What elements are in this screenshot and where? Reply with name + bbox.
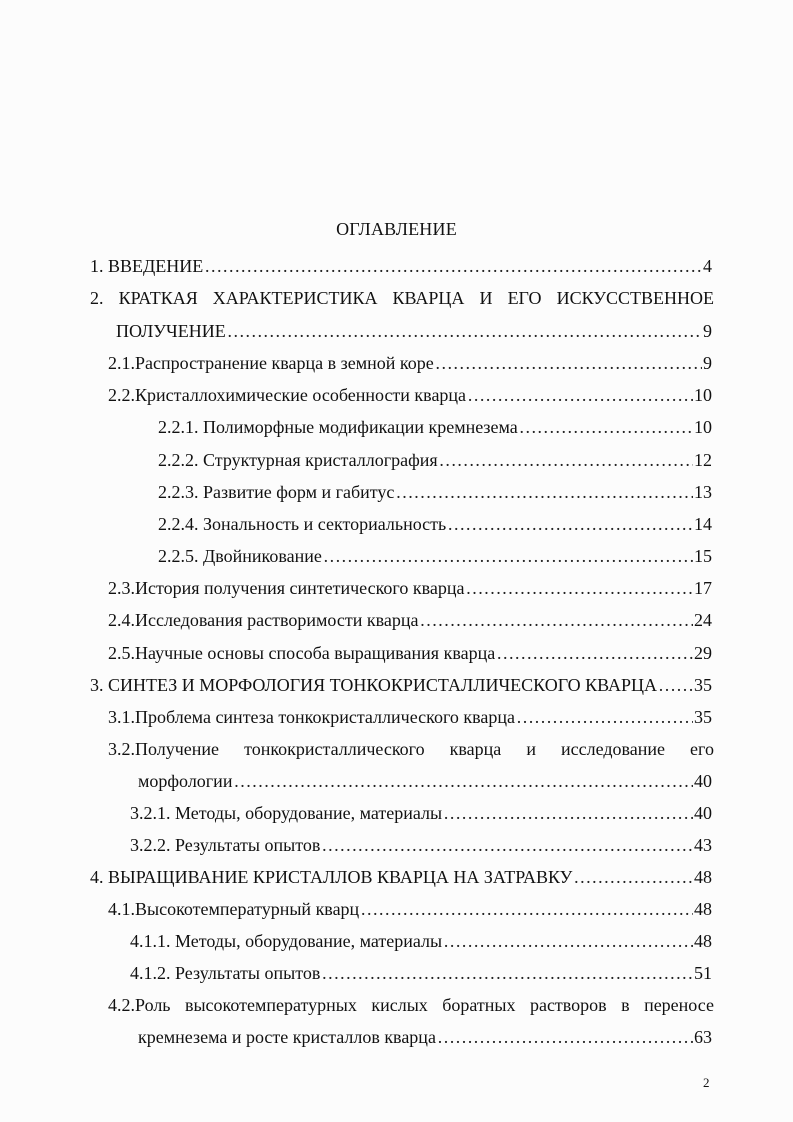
dot-leader [519, 416, 693, 438]
toc-entry-2-line-2: ПОЛУЧЕНИЕ ………………………………………………………………………………………………………………………………………………………………………………………………… 9 [116, 320, 712, 342]
dot-leader [658, 674, 693, 696]
dot-leader [573, 866, 693, 888]
toc-entry-3: 3. СИНТЕЗ И МОРФОЛОГИЯ ТОНКОКРИСТАЛЛИЧЕСКОГО КВАРЦА ………………………………………………………………………………………………………………………………………………………………………………………………… 35 [90, 674, 712, 696]
toc-entry-2-2-4: 2.2.4. Зональность и секториальность ………………………………………………………………………………………………………………………………………………………………………………………………… 14 [158, 513, 712, 535]
dot-leader [443, 802, 693, 824]
toc-entry-1: 1. ВВЕДЕНИЕ ………………………………………………………………………………………………………………………………………………………………………………………………… 4 [90, 255, 712, 277]
dot-leader [395, 481, 693, 503]
toc-entry-4-2-line-2: кремнезема и росте кристаллов кварца ………………………………………………………………………………………………………………………………………………………………………………………………… 63 [138, 1026, 712, 1048]
dot-leader [439, 449, 693, 471]
dot-leader [419, 609, 693, 631]
toc-entry-3-2-line-2: морфологии ………………………………………………………………………………………………………………………………………………………………………………………………… 40 [138, 770, 712, 792]
toc-entry-4-1-1: 4.1.1. Методы, оборудование, материалы ………………………………………………………………………………………………………………………………………………………………………………………………… 48 [130, 930, 712, 952]
toc-entry-2-2-1: 2.2.1. Полиморфные модификации кремнезема ………………………………………………………………………………………………………………………………………………………………………………………………… 10 [158, 416, 712, 438]
toc-entry-2-2-3: 2.2.3. Развитие форм и габитус ………………………………………………………………………………………………………………………………………………………………………………………………… 13 [158, 481, 712, 503]
dot-leader [360, 898, 693, 920]
dot-leader [516, 706, 693, 728]
toc-entry-2-2-2: 2.2.2. Структурная кристаллография ………………………………………………………………………………………………………………………………………………………………………………………………… 12 [158, 449, 712, 471]
toc-entry-2-5: 2.5.Научные основы способа выращивания кварца ………………………………………………………………………………………………………………………………………………………………………………………………… 29 [108, 642, 712, 664]
dot-leader [204, 255, 702, 277]
toc-entry-4-1-2: 4.1.2. Результаты опытов ………………………………………………………………………………………………………………………………………………………………………………………………… 51 [130, 962, 712, 984]
toc-entry-2-3: 2.3.История получения синтетического кварца ………………………………………………………………………………………………………………………………………………………………………………………………… 17 [108, 577, 712, 599]
dot-leader [227, 320, 702, 342]
dot-leader [467, 384, 693, 406]
dot-leader [443, 930, 693, 952]
dot-leader [447, 513, 693, 535]
toc-entry-4: 4. ВЫРАЩИВАНИЕ КРИСТАЛЛОВ КВАРЦА НА ЗАТРАВКУ ………………………………………………………………………………………………………………………………………………………………………………………………… 48 [90, 866, 712, 888]
toc-entry-2-2: 2.2.Кристаллохимические особенности кварца ………………………………………………………………………………………………………………………………………………………………………………………………… 10 [108, 384, 712, 406]
page-title: ОГЛАВЛЕНИЕ [336, 219, 457, 239]
dot-leader [435, 352, 702, 374]
dot-leader [233, 770, 693, 792]
page-number: 2 [703, 1075, 710, 1090]
dot-leader [465, 577, 693, 599]
toc-entry-3-2-line-1: 3.2.Получение тонкокристаллического кварца и исследование его [108, 739, 714, 759]
dot-leader [323, 545, 693, 567]
toc-entry-3-1: 3.1.Проблема синтеза тонкокристаллического кварца ………………………………………………………………………………………………………………………………………………………………………………………………… 35 [108, 706, 712, 728]
toc-entry-2-1: 2.1.Распространение кварца в земной коре ………………………………………………………………………………………………………………………………………………………………………………………………… 9 [108, 352, 712, 374]
toc-entry-3-2-1: 3.2.1. Методы, оборудование, материалы ………………………………………………………………………………………………………………………………………………………………………………………………… 40 [130, 802, 712, 824]
toc-entry-2-line-1: 2. КРАТКАЯ ХАРАКТЕРИСТИКА КВАРЦА И ЕГО ИСКУССТВЕННОЕ [90, 288, 714, 308]
toc-entry-2-2-5: 2.2.5. Двойникование ………………………………………………………………………………………………………………………………………………………………………………………………… 15 [158, 545, 712, 567]
dot-leader [437, 1026, 693, 1048]
toc-entry-3-2-2: 3.2.2. Результаты опытов ………………………………………………………………………………………………………………………………………………………………………………………………… 43 [130, 834, 712, 856]
dot-leader [321, 962, 693, 984]
dot-leader [496, 642, 693, 664]
toc-entry-4-2-line-1: 4.2.Роль высокотемпературных кислых боратных растворов в переносе [108, 995, 714, 1015]
toc-entry-2-4: 2.4.Исследования растворимости кварца ………………………………………………………………………………………………………………………………………………………………………………………………… 24 [108, 609, 712, 631]
dot-leader [321, 834, 693, 856]
toc-entry-4-1: 4.1.Высокотемпературный кварц ………………………………………………………………………………………………………………………………………………………………………………………………… 48 [108, 898, 712, 920]
